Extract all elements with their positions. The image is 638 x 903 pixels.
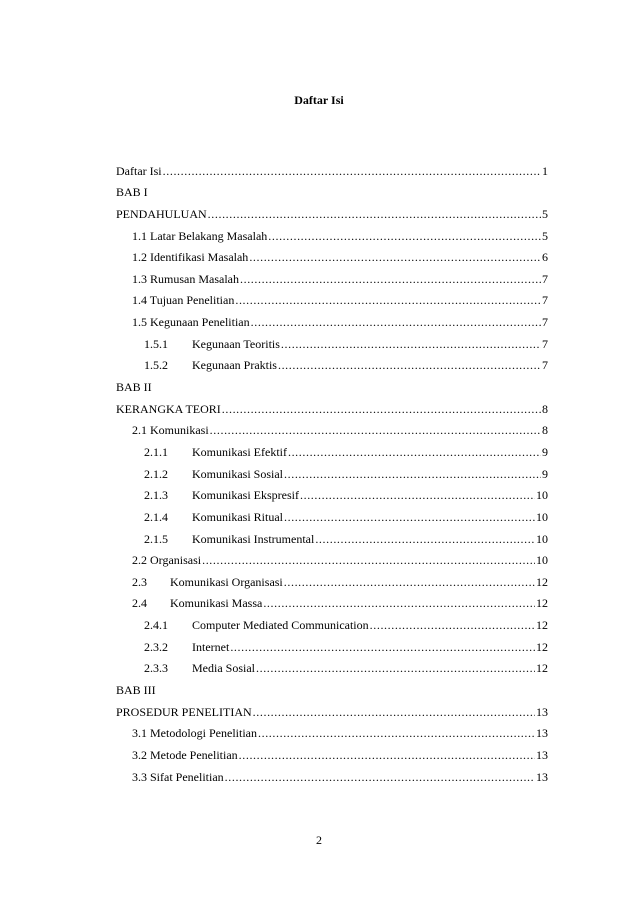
toc-entry-page: 9: [542, 466, 548, 481]
toc-entry-page: 9: [542, 444, 548, 459]
toc-entry[interactable]: [116, 632, 548, 654]
toc-entry-number: 1.5.1: [144, 336, 168, 351]
dot-leader: [284, 467, 541, 481]
toc-entry[interactable]: [116, 502, 548, 524]
toc-entry-page: 6: [542, 250, 548, 265]
toc-entry[interactable]: [116, 740, 548, 762]
toc-entry-title: 1.3 Rumusan Masalah: [132, 271, 239, 286]
toc-entry-page: 8: [542, 423, 548, 438]
toc-entry-title: 1.1 Latar Belakang Masalah: [132, 228, 268, 243]
toc-entry[interactable]: [116, 762, 548, 784]
dot-leader: [230, 640, 535, 654]
toc-chapter-heading: [116, 178, 548, 200]
toc-entry-page: 1: [542, 163, 548, 178]
toc-entry[interactable]: [116, 481, 548, 503]
dot-leader: [288, 445, 541, 459]
toc-entry[interactable]: [116, 351, 548, 373]
toc-entry-title: 3.2 Metode Penelitian: [132, 747, 238, 762]
toc-entry-title: Komunikasi Massa: [170, 596, 263, 611]
dot-leader: [210, 423, 541, 437]
toc-entry-title: PROSEDUR PENELITIAN: [116, 704, 252, 719]
toc-entry-number: 2.1.3: [144, 488, 168, 503]
toc-entry-page: 13: [536, 747, 548, 762]
toc-entry-page: 10: [536, 553, 548, 568]
toc-entry-page: 12: [536, 574, 548, 589]
toc-entry-title: BAB III: [116, 683, 156, 698]
dot-leader: [284, 575, 535, 589]
toc-entry-number: 2.3: [132, 574, 147, 589]
dot-leader: [315, 532, 535, 546]
dot-leader: [239, 748, 535, 762]
toc-entry-page: 13: [536, 704, 548, 719]
toc-entry-title: Komunikasi Sosial: [192, 466, 284, 481]
toc-entry-page: 5: [542, 228, 548, 243]
dot-leader: [370, 618, 535, 632]
toc-chapter-heading: [116, 372, 548, 394]
toc-entry[interactable]: [116, 459, 548, 481]
toc-entry[interactable]: [116, 221, 548, 243]
toc-entry-title: Internet: [192, 639, 230, 654]
toc-entry-title: Komunikasi Efektif: [192, 444, 287, 459]
toc-entry[interactable]: [116, 307, 548, 329]
toc-entry-title: Kegunaan Praktis: [192, 358, 277, 373]
toc-entry-page: 13: [536, 726, 548, 741]
dot-leader: [258, 726, 535, 740]
toc-entry-title: 2.2 Organisasi: [132, 553, 202, 568]
toc-entry[interactable]: [116, 610, 548, 632]
toc-entry-title: 2.1 Komunikasi: [132, 423, 209, 438]
toc-entry[interactable]: [116, 567, 548, 589]
toc-entry[interactable]: [116, 589, 548, 611]
toc-entry-title: BAB II: [116, 380, 152, 395]
toc-entry[interactable]: [116, 416, 548, 438]
dot-leader: [225, 770, 535, 784]
toc-entry-page: 8: [542, 401, 548, 416]
toc-entry-number: 2.1.2: [144, 466, 168, 481]
toc-entry-page: 10: [536, 531, 548, 546]
toc-entry-number: 2.4: [132, 596, 147, 611]
toc-entry[interactable]: [116, 243, 548, 265]
toc-entry-number: 2.1.5: [144, 531, 168, 546]
toc-entry-title: Komunikasi Instrumental: [192, 531, 315, 546]
dot-leader: [222, 402, 541, 416]
toc-entry-page: 12: [536, 618, 548, 633]
toc-entry-title: KERANGKA TEORI: [116, 401, 221, 416]
dot-leader: [263, 596, 535, 610]
toc-entry-page: 12: [536, 639, 548, 654]
toc-entry[interactable]: [116, 654, 548, 676]
dot-leader: [202, 553, 535, 567]
toc-entry-title: 1.2 Identifikasi Masalah: [132, 250, 249, 265]
page-title: Daftar Isi: [294, 93, 344, 107]
toc-entry-title: BAB I: [116, 185, 148, 200]
toc-entry-page: 10: [536, 488, 548, 503]
dot-leader: [251, 315, 541, 329]
toc-entry-title: Komunikasi Organisasi: [170, 574, 283, 589]
toc-entry-number: 2.4.1: [144, 618, 168, 633]
toc-entry-page: 7: [542, 293, 548, 308]
dot-leader: [268, 229, 541, 243]
toc-entry-title: 1.5 Kegunaan Penelitian: [132, 315, 250, 330]
toc-entry-title: 1.4 Tujuan Penelitian: [132, 293, 235, 308]
toc-entry-title: Computer Mediated Communication: [192, 618, 369, 633]
toc-entry-title: Komunikasi Ekspresif: [192, 488, 299, 503]
toc-entry-title: Komunikasi Ritual: [192, 509, 283, 524]
toc-entry-page: 7: [542, 271, 548, 286]
dot-leader: [249, 250, 541, 264]
dot-leader: [208, 207, 541, 221]
toc-entry-page: 12: [536, 661, 548, 676]
toc-entry-title: 3.1 Metodologi Penelitian: [132, 726, 257, 741]
toc-entry-number: 2.3.3: [144, 661, 168, 676]
toc-entry-title: Media Sosial: [192, 661, 255, 676]
toc-entry[interactable]: [116, 156, 548, 178]
dot-leader: [235, 293, 541, 307]
dot-leader: [278, 358, 541, 372]
toc-entry[interactable]: [116, 286, 548, 308]
toc-entry-page: 10: [536, 509, 548, 524]
toc-chapter-heading: [116, 675, 548, 697]
table-of-contents: [116, 156, 548, 784]
dot-leader: [240, 272, 541, 286]
toc-entry-number: 2.1.1: [144, 444, 168, 459]
dot-leader: [253, 705, 535, 719]
toc-entry[interactable]: [116, 264, 548, 286]
toc-entry-title: Kegunaan Teoritis: [192, 336, 280, 351]
dot-leader: [256, 661, 535, 675]
toc-entry-title: Daftar Isi: [116, 163, 162, 178]
toc-entry-page: 7: [542, 315, 548, 330]
toc-entry-title: PENDAHULUAN: [116, 206, 207, 221]
toc-entry-page: 5: [542, 206, 548, 221]
toc-entry-number: 2.3.2: [144, 639, 168, 654]
toc-entry-page: 7: [542, 336, 548, 351]
toc-entry[interactable]: [116, 697, 548, 719]
toc-entry-page: 13: [536, 769, 548, 784]
toc-entry[interactable]: [116, 329, 548, 351]
toc-entry-page: 12: [536, 596, 548, 611]
toc-entry[interactable]: [116, 394, 548, 416]
toc-entry-title: 3.3 Sifat Penelitian: [132, 769, 224, 784]
toc-entry[interactable]: [116, 524, 548, 546]
dot-leader: [281, 337, 541, 351]
toc-entry[interactable]: [116, 546, 548, 568]
toc-entry[interactable]: [116, 199, 548, 221]
dot-leader: [163, 164, 541, 178]
toc-entry[interactable]: [116, 719, 548, 741]
toc-entry-number: 1.5.2: [144, 358, 168, 373]
page-number: 2: [316, 833, 322, 847]
dot-leader: [284, 510, 535, 524]
toc-entry-number: 2.1.4: [144, 509, 168, 524]
toc-entry[interactable]: [116, 437, 548, 459]
dot-leader: [300, 488, 535, 502]
toc-entry-page: 7: [542, 358, 548, 373]
